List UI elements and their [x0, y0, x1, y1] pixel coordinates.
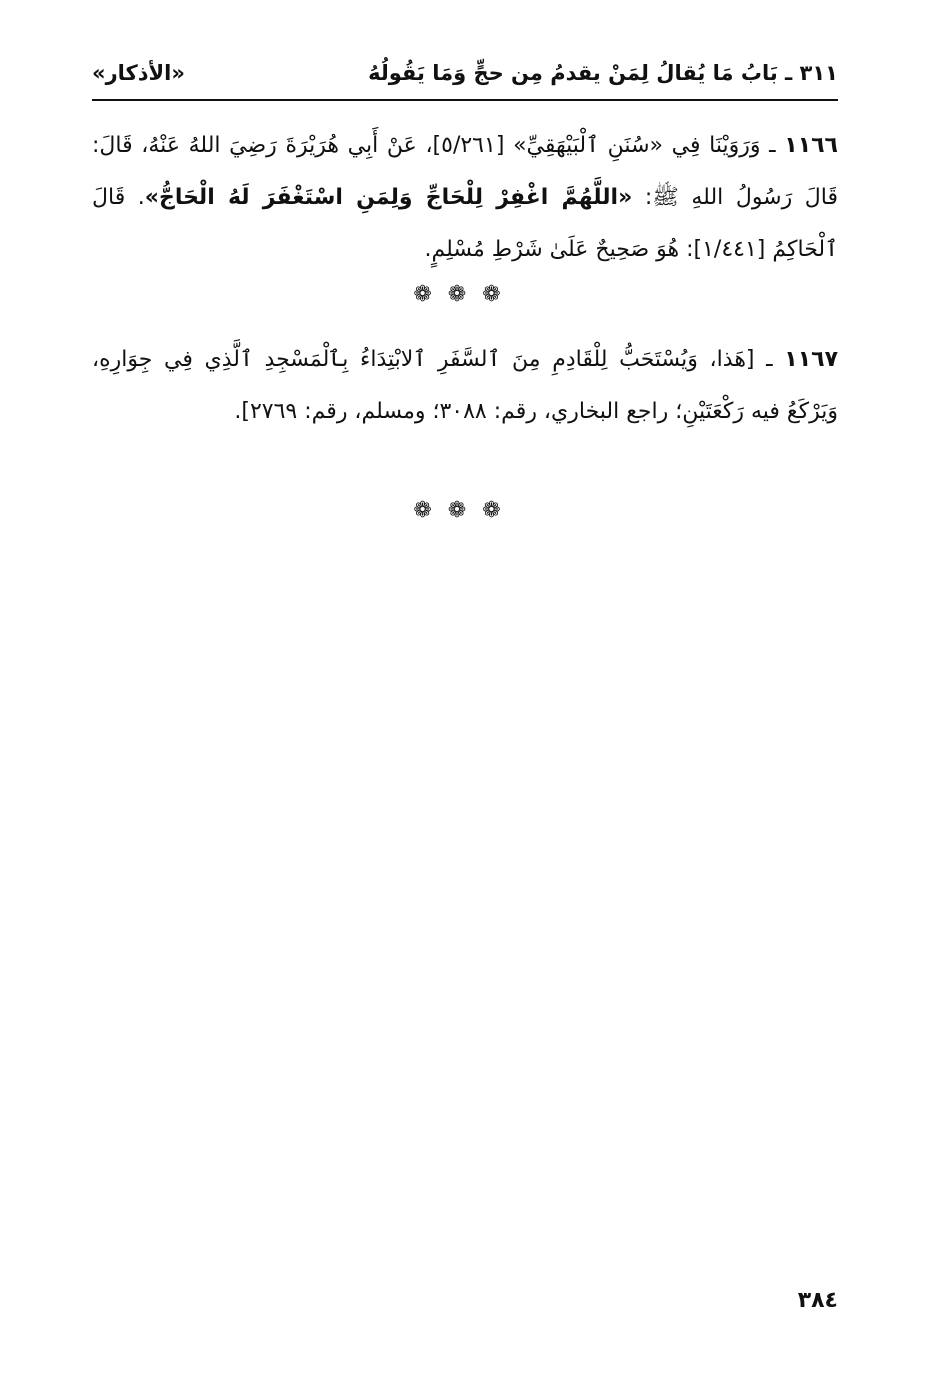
entry-number: ١١٦٧ — [784, 347, 838, 372]
running-header — [92, 48, 838, 98]
section-separator: ❁❁❁ — [413, 498, 517, 523]
entry-1167 — [92, 334, 838, 438]
entry-number: ١١٦٦ — [784, 133, 838, 158]
entry-text: ـ وَرَوَيْنَا فِي «سُنَنِ ٱلْبَيْهَقِيِّ» [٥/٢٦١]، عَنْ أَبِي هُرَيْرَةَ رَضِيَ اللهُ عَنْهُ، قَالَ: قَالَ رَسُولُ اللهِ ﷺ: — [92, 133, 838, 210]
book-title: «الأذكار» — [92, 61, 185, 85]
entry-1166 — [92, 120, 838, 276]
page-number: ٣٨٤ — [797, 1288, 838, 1313]
chapter-title: ٣١١ ـ بَابُ مَا يُقالُ لِمَنْ يقدمُ مِن حجٍّ وَمَا يَقُولُهُ — [368, 61, 838, 85]
header-rule — [92, 99, 838, 101]
entry-text: ـ [هَذا، وَيُسْتَحَبُّ لِلْقَادِمِ مِنَ ٱلسَّفَرِ ٱلابْتِدَاءُ بِٱلْمَسْجِدِ ٱلَّذِي فِي جِوَارِهِ، وَيَرْكَعُ فيه رَكْعَتَيْنِ؛ راجع البخاري، رقم: ٣٠٨٨؛ ومسلم، رقم: ٢٧٦٩]. — [92, 347, 838, 424]
section-separator: ❁❁❁ — [413, 282, 517, 307]
entry-text-end: . قَالَ ٱلْحَاكِمُ [١/٤٤١]: هُوَ صَحِيحٌ عَلَىٰ شَرْطِ مُسْلِمٍ. — [92, 185, 838, 262]
prophetic-quote: «اللَّهُمَّ اغْفِرْ لِلْحَاجِّ وَلِمَنِ اسْتَغْفَرَ لَهُ الْحَاجُّ» — [144, 185, 633, 210]
